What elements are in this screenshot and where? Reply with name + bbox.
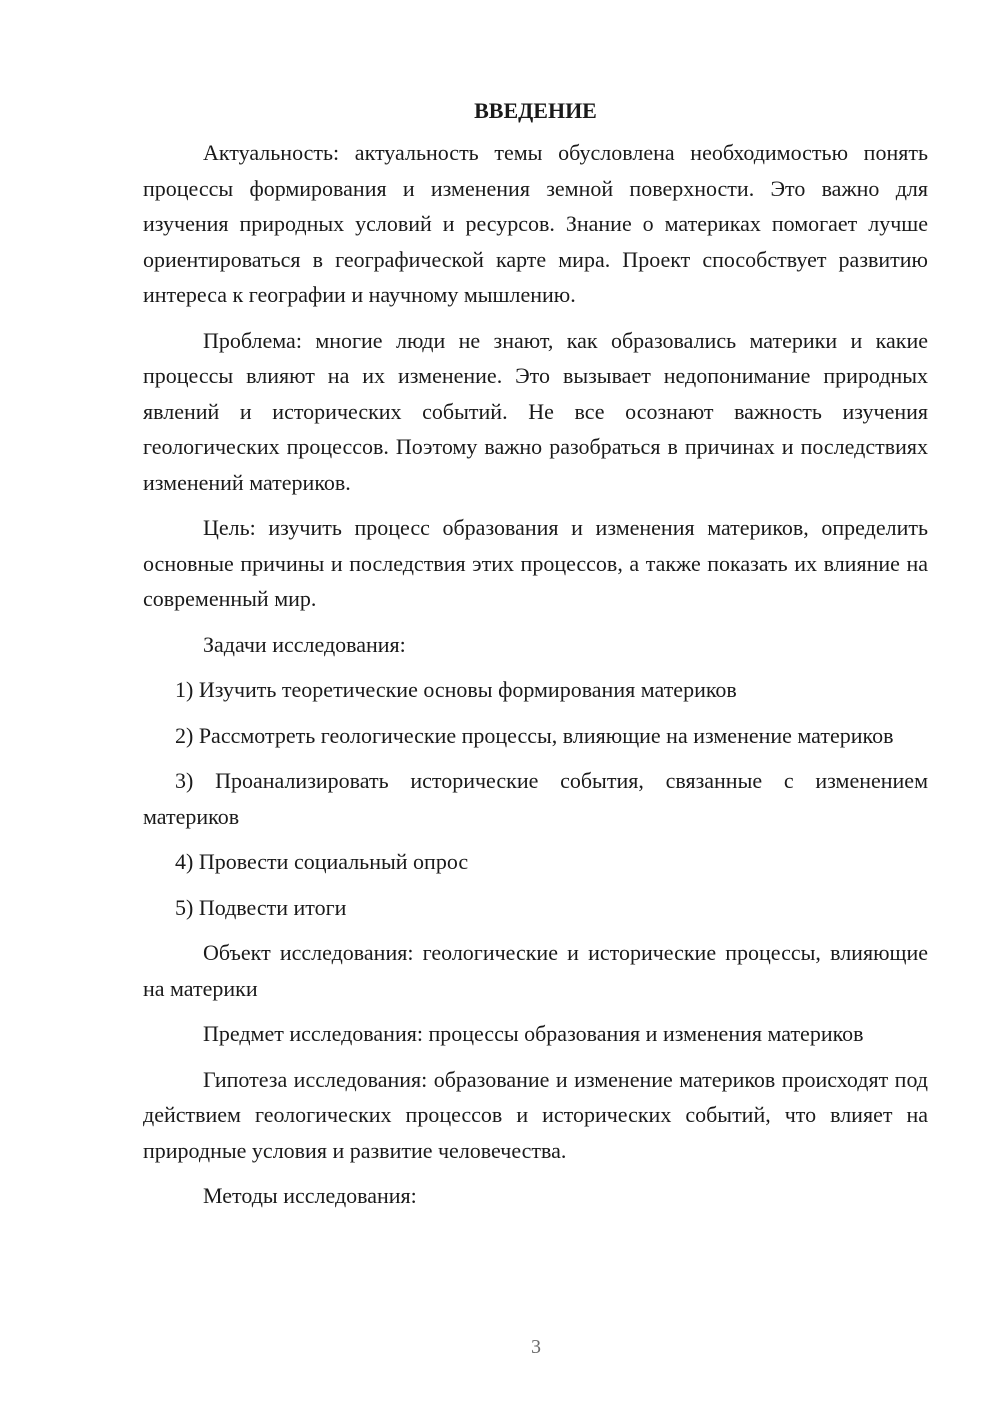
task-item-3: 3) Проанализировать исторические события, связанные с изменением материков	[143, 768, 928, 829]
tasks-heading: Задачи исследования:	[203, 631, 406, 657]
task-item-1: 1) Изучить теоретические основы формирования материков	[175, 677, 737, 702]
page-number: 3	[531, 1336, 541, 1358]
subject-paragraph: Предмет исследования: процессы образования и изменения материков	[203, 1021, 864, 1046]
section-title: ВВЕДЕНИЕ	[474, 98, 597, 123]
page-content	[143, 95, 928, 1224]
problem-paragraph: Проблема: многие люди не знают, как образовались материки и какие процессы влияют на их изменение. Это вызывает недопонимание природных явлений и исторических событий. Не все осознают важность изучения геологических процессов. Поэтому важно разобраться в причинах и последствиях изменений материков.	[143, 327, 928, 495]
methods-heading: Методы исследования:	[203, 1183, 417, 1208]
goal-paragraph: Цель: изучить процесс образования и изменения материков, определить основные причины и последствия этих процессов, а также показать их влияние на современный мир.	[143, 515, 928, 611]
task-item-2: 2) Рассмотреть геологические процессы, влияющие на изменение материков	[175, 722, 894, 748]
task-item-5: 5) Подвести итоги	[175, 894, 347, 920]
relevance-paragraph: Актуальность: актуальность темы обусловлена необходимостью понять процессы формирования и изменения земной поверхности. Это важно для изучения природных условий и ресурсов. Знание о материках помогает лучше ориентироваться в географической карте мира. Проект способствует развитию интереса к географии и научному мышлению.	[143, 140, 928, 307]
task-item-4: 4) Провести социальный опрос	[175, 849, 469, 874]
hypothesis-paragraph: Гипотеза исследования: образование и изменение материков происходят под действием геологических процессов и исторических событий, что влияет на природные условия и развитие человечества.	[143, 1066, 928, 1163]
object-paragraph: Объект исследования: геологические и исторические процессы, влияющие на материки	[143, 940, 928, 1001]
